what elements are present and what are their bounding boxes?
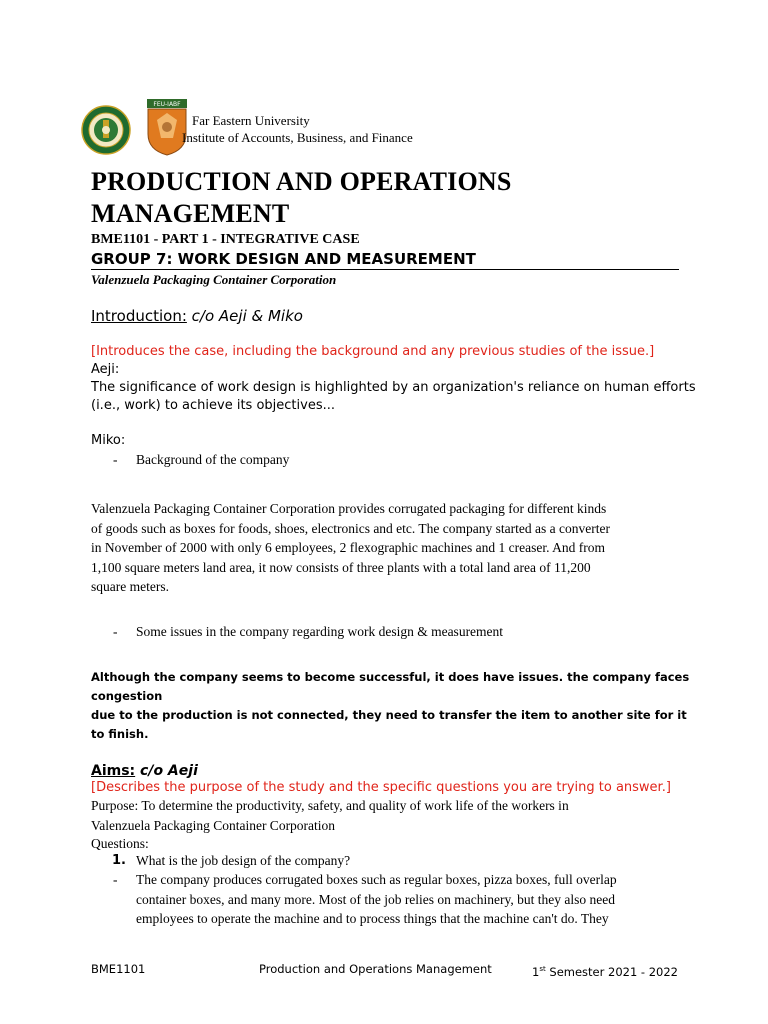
aims-contributors: c/o Aeji [140, 763, 198, 779]
paragraph-line: square meters. [91, 579, 169, 594]
aeji-text-line-2: (i.e., work) to achieve its objectives... [91, 398, 335, 413]
aeji-text-line-1: The significance of work design is highlighted by an organization's reliance on human efforts [91, 380, 696, 395]
title-line-1: PRODUCTION AND OPERATIONS [91, 167, 512, 196]
introduction-heading [91, 307, 303, 326]
miko-label: Miko: [91, 433, 126, 448]
feu-iabf-crest-logo [146, 98, 188, 156]
group-line: GROUP 7: WORK DESIGN AND MEASUREMENT [91, 250, 476, 268]
paragraph-line: in November of 2000 with only 6 employees, 2 flexographic machines and 1 creaser. And from [91, 540, 605, 555]
paragraph-line: Valenzuela Packaging Container Corporation provides corrugated packaging for different kinds [91, 501, 607, 516]
aims-label: Aims: [91, 763, 136, 779]
bullet-issues: Some issues in the company regarding work design & measurement [136, 624, 504, 639]
purpose-line: Purpose: To determine the productivity, safety, and quality of work life of the workers in [91, 798, 569, 813]
aeji-label: Aeji: [91, 362, 120, 377]
answer-line: employees to operate the machine and to process things that the machine can't do. They [136, 911, 609, 926]
paragraph-line: of goods such as boxes for foods, shoes, electronics and etc. The company started as a converter [91, 520, 610, 536]
footer-semester [532, 962, 678, 979]
introduction-contributors: c/o Aeji & Miko [191, 307, 303, 325]
purpose-line: Valenzuela Packaging Container Corporation [91, 817, 336, 833]
answer-paragraph [136, 870, 696, 929]
bullet-dash: - [113, 452, 118, 467]
semester-number: 1 [532, 964, 540, 979]
aims-instruction: [Describes the purpose of the study and the specific questions you are trying to answer.] [91, 780, 671, 795]
company-line: Valenzuela Packaging Container Corporation [91, 272, 337, 287]
course-line: BME1101 - PART 1 - INTEGRATIVE CASE [91, 232, 360, 247]
answer-line: container boxes, and many more. Most of the job relies on machinery, but they also need [136, 891, 615, 907]
header-divider [91, 269, 679, 270]
footer-code: BME1101 [91, 962, 146, 976]
answer-line: The company produces corrugated boxes such as regular boxes, pizza boxes, full overlap [136, 872, 617, 887]
semester-suffix: st [539, 965, 546, 973]
company-paragraph [91, 499, 691, 597]
feu-seal-logo [81, 105, 131, 155]
bullet-dash: - [113, 872, 118, 887]
crest-label: FEU-IABF [153, 101, 181, 108]
issues-paragraph [91, 668, 691, 744]
institute-name: Institute of Accounts, Business, and Finance [182, 130, 413, 145]
bullet-background: Background of the company [136, 452, 290, 467]
bullet-dash: - [113, 624, 118, 639]
document-title [91, 166, 512, 230]
question-1: What is the job design of the company? [136, 853, 351, 868]
footer-course: Production and Operations Management [259, 962, 492, 976]
purpose-paragraph [91, 796, 691, 835]
introduction-label: Introduction: [91, 307, 187, 325]
paragraph-line: due to the production is not connected, they need to transfer the item to another site for it to finish. [91, 708, 687, 741]
paragraph-line: Although the company seems to become successful, it does have issues. the company faces congestion [91, 670, 690, 703]
title-line-2: MANAGEMENT [91, 199, 290, 228]
question-number: 1. [112, 853, 126, 868]
semester-text: Semester 2021 - 2022 [549, 964, 678, 979]
university-name: Far Eastern University [192, 113, 310, 128]
introduction-instruction: [Introduces the case, including the background and any previous studies of the issue.] [91, 344, 655, 359]
questions-label: Questions: [91, 836, 149, 851]
paragraph-line: 1,100 square meters land area, it now consists of three plants with a total land area of 11,200 [91, 559, 591, 575]
aims-heading [91, 762, 198, 780]
